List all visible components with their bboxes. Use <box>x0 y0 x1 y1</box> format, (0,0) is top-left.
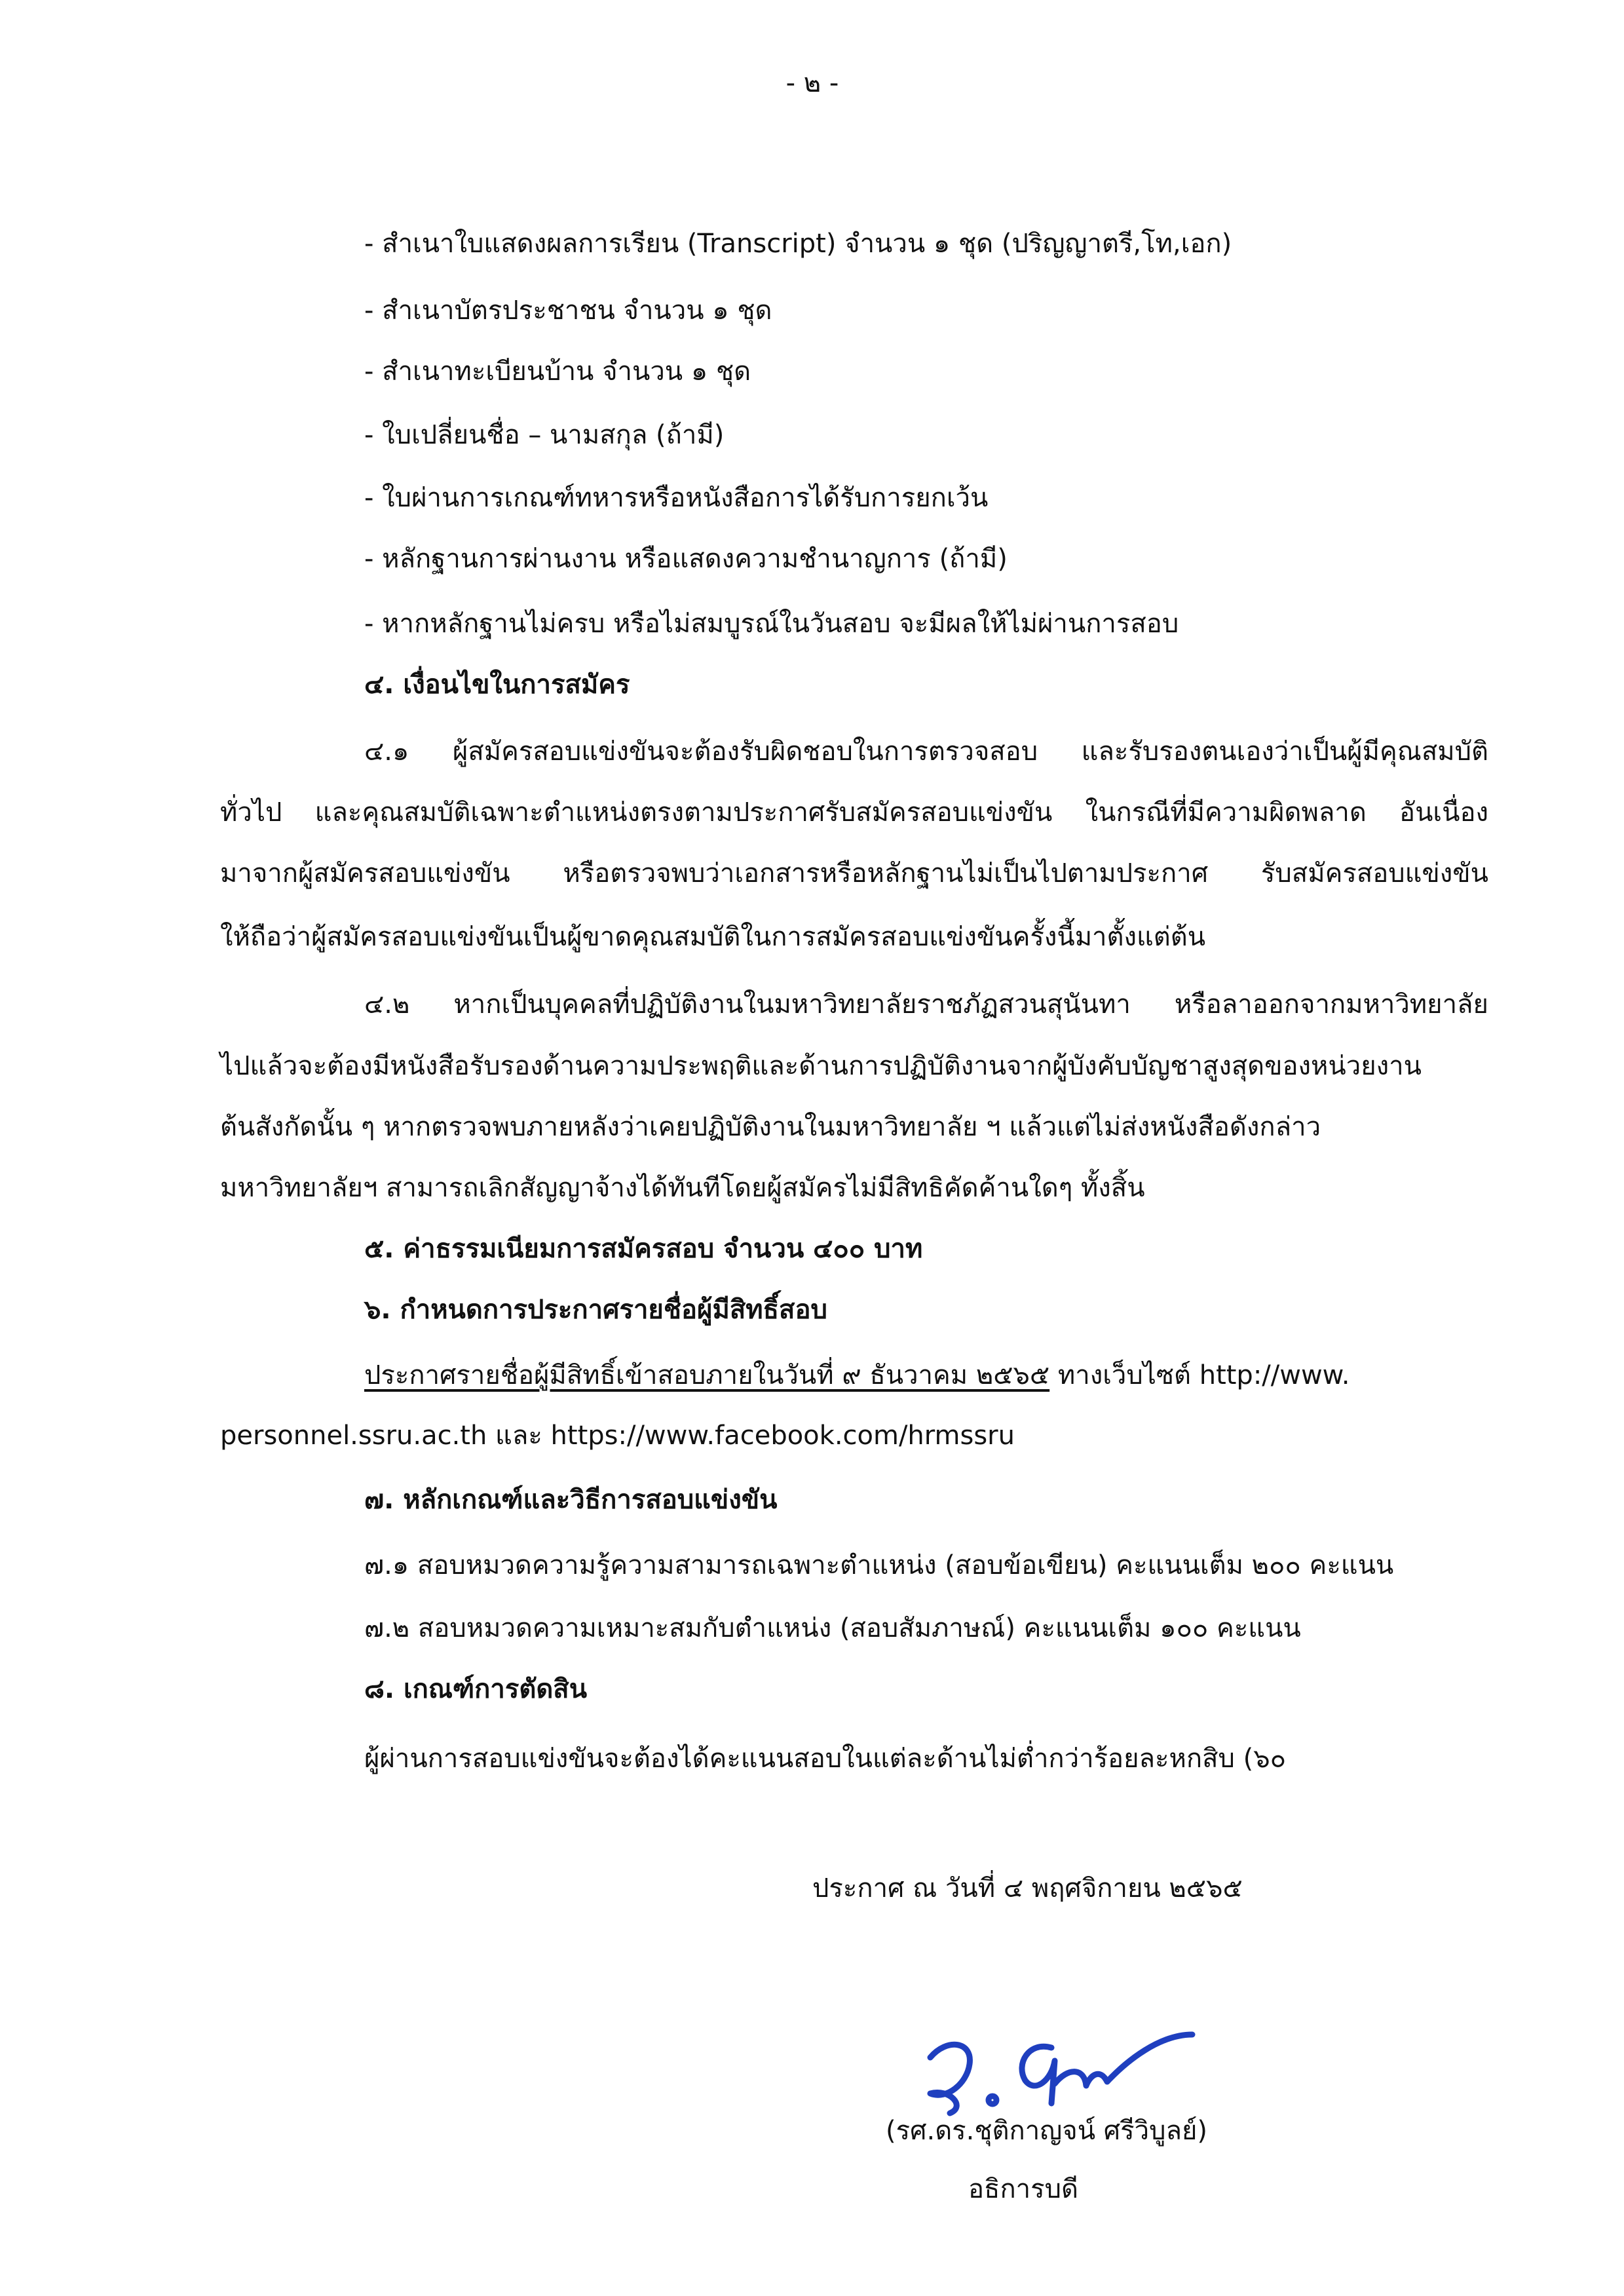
section-6-line2: personnel.ssru.ac.th และ https://www.facebook.com/hrmssru <box>220 1421 1015 1451</box>
section-4-2-line: ไปแล้วจะต้องมีหนังสือรับรองด้านความประพฤติและด้านการปฏิบัติงานจากผู้บังคับบัญชาสูงสุดของหน่วยงาน <box>220 1051 1422 1081</box>
section-7-heading: ๗. หลักเกณฑ์และวิธีการสอบแข่งขัน <box>364 1485 778 1515</box>
section-6-heading: ๖. กำหนดการประกาศรายชื่อผู้มีสิทธิ์สอบ <box>364 1295 827 1325</box>
page-number: - ๒ - <box>785 68 839 98</box>
section-5-heading: ๕. ค่าธรรมเนียมการสมัครสอบ จำนวน ๔๐๐ บาท <box>364 1234 923 1264</box>
section-4-1-line: ทั่วไป และคุณสมบัติเฉพาะตำแหน่งตรงตามประกาศรับสมัครสอบแข่งขัน ในกรณีที่มีความผิดพลาด อันเนื่อง <box>220 797 1488 828</box>
section-8-text: ผู้ผ่านการสอบแข่งขันจะต้องได้คะแนนสอบในแต่ละด้านไม่ต่ำกว่าร้อยละหกสิบ (๖๐ <box>364 1744 1287 1774</box>
doc-list-item: - สำเนาใบแสดงผลการเรียน (Transcript) จำนวน ๑ ชุด (ปริญญาตรี,โท,เอก) <box>364 229 1232 259</box>
announcement-date: ประกาศ ณ วันที่ ๔ พฤศจิกายน ๒๕๖๕ <box>812 1873 1243 1904</box>
doc-list-item: - หากหลักฐานไม่ครบ หรือไม่สมบูรณ์ในวันสอบ จะมีผลให้ไม่ผ่านการสอบ <box>364 609 1179 639</box>
section-7-1: ๗.๑ สอบหมวดความรู้ความสามารถเฉพาะตำแหน่ง (สอบข้อเขียน) คะแนนเต็ม ๒๐๐ คะแนน <box>364 1550 1394 1580</box>
section-4-1-line: มาจากผู้สมัครสอบแข่งขัน หรือตรวจพบว่าเอกสารหรือหลักฐานไม่เป็นไปตามประกาศ รับสมัครสอบแข่งขัน <box>220 858 1488 889</box>
signature-mark <box>911 2008 1212 2120</box>
doc-list-item: - สำเนาบัตรประชาชน จำนวน ๑ ชุด <box>364 296 772 326</box>
signer-name: (รศ.ดร.ชุติกาญจน์ ศรีวิบูลย์) <box>886 2116 1208 2146</box>
section-4-2-line: ๔.๒ หากเป็นบุคคลที่ปฏิบัติงานในมหาวิทยาลัยราชภัฏสวนสุนันทา หรือลาออกจากมหาวิทยาลัย <box>364 989 1488 1020</box>
section-4-1-line: ให้ถือว่าผู้สมัครสอบแข่งขันเป็นผู้ขาดคุณสมบัติในการสมัครสอบแข่งขันครั้งนี้มาตั้งแต่ต้น <box>220 922 1206 952</box>
section-8-heading: ๘. เกณฑ์การตัดสิน <box>364 1674 588 1704</box>
signer-title: อธิการบดี <box>968 2174 1078 2204</box>
section-7-2: ๗.๒ สอบหมวดความเหมาะสมกับตำแหน่ง (สอบสัมภาษณ์) คะแนนเต็ม ๑๐๐ คะแนน <box>364 1613 1301 1643</box>
section-6-line1 <box>364 1358 1350 1393</box>
website-text: ทางเว็บไซต์ http://www. <box>1049 1360 1350 1390</box>
announce-date-underlined: ประกาศรายชื่อผู้มีสิทธิ์เข้าสอบภายในวันที่ ๙ ธันวาคม ๒๕๖๕ <box>364 1360 1050 1390</box>
section-4-1-line: ๔.๑ ผู้สมัครสอบแข่งขันจะต้องรับผิดชอบในการตรวจสอบ และรับรองตนเองว่าเป็นผู้มีคุณสมบัติ <box>364 737 1488 767</box>
doc-list-item: - สำเนาทะเบียนบ้าน จำนวน ๑ ชุด <box>364 356 751 387</box>
doc-list-item: - หลักฐานการผ่านงาน หรือแสดงความชำนาญการ (ถ้ามี) <box>364 544 1008 574</box>
section-4-2-line: ต้นสังกัดนั้น ๆ หากตรวจพบภายหลังว่าเคยปฏิบัติงานในมหาวิทยาลัย ฯ แล้วแต่ไม่ส่งหนังสือดังกล่าว <box>220 1112 1321 1142</box>
doc-list-item: - ใบผ่านการเกณฑ์ทหารหรือหนังสือการได้รับการยกเว้น <box>364 483 989 513</box>
doc-list-item: - ใบเปลี่ยนชื่อ – นามสกุล (ถ้ามี) <box>364 420 725 450</box>
section-4-2-line: มหาวิทยาลัยฯ สามารถเลิกสัญญาจ้างได้ทันทีโดยผู้สมัครไม่มีสิทธิคัดค้านใดๆ ทั้งสิ้น <box>220 1173 1145 1203</box>
section-4-heading: ๔. เงื่อนไขในการสมัคร <box>364 670 630 700</box>
